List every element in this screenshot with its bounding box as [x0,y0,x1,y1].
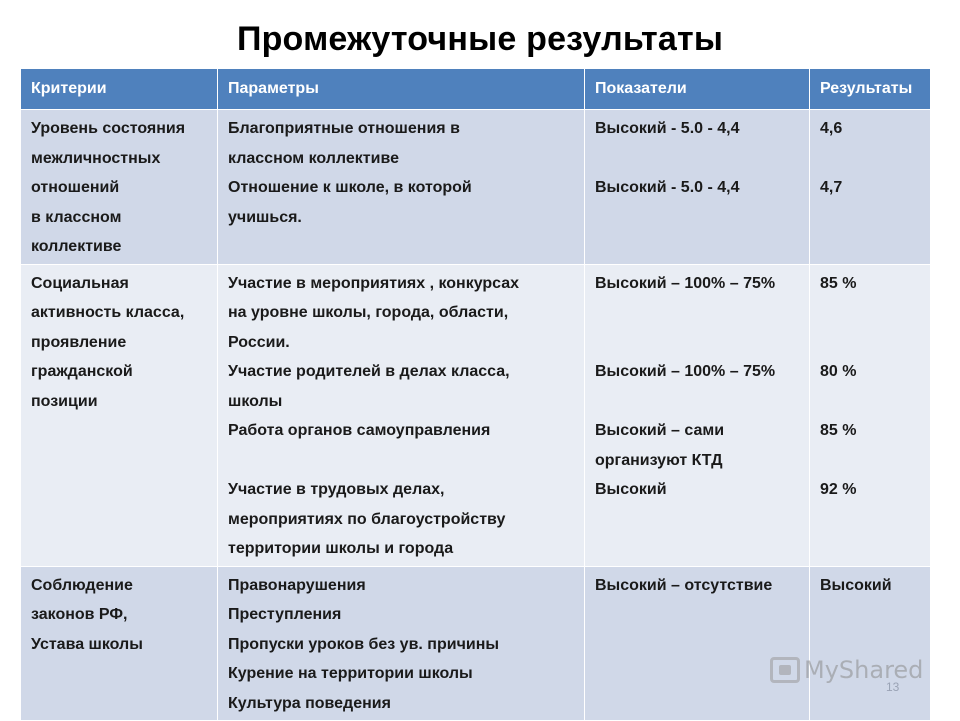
header-criteria: Критерии [21,69,218,110]
parameter-line: Преступления [228,606,342,623]
criteria-cell [21,110,218,265]
table-header-row [21,69,931,110]
indicator-line: Высокий - 5.0 - 4,4 [595,120,740,137]
parameter-line: Работа органов самоуправления [228,422,491,439]
results-cell [810,566,931,721]
parameter-line: классном коллективе [228,149,399,167]
indicator-line: Высокий [595,481,667,498]
parameters-cell [218,264,585,566]
parameter-line: Участие в трудовых делах, [228,481,445,498]
result-value: 85 % [820,274,857,292]
header-indicators: Показатели [585,69,810,110]
parameter-line: России. [228,333,290,351]
criteria-line: отношений [31,179,120,196]
result-value: 92 % [820,481,857,498]
criteria-line: коллективе [31,238,122,255]
criteria-line: Соблюдение [31,576,133,594]
parameters-cell [218,110,585,265]
indicators-cell [585,264,810,566]
results-cell [810,110,931,265]
parameter-line: Участие в мероприятиях , конкурсах [228,274,520,292]
parameter-line: Отношение к школе, в которой [228,179,472,196]
parameter-line: Культура поведения [228,694,391,712]
indicator-line: Высокий – отсутствие [595,576,773,594]
table-row [21,264,931,566]
presentation-icon [770,657,800,683]
indicators-cell [585,110,810,265]
parameter-line: на уровне школы, города, области, [228,304,509,321]
criteria-line: в классном [31,208,122,226]
slide-title: Промежуточные результаты [236,20,724,58]
result-value: Высокий [820,576,892,594]
criteria-line: позиции [31,392,98,410]
parameter-line: Участие родителей в делах класса, [228,363,510,380]
parameter-line: Курение на территории школы [228,665,473,682]
results-table [20,68,931,721]
indicator-line: Высокий - 5.0 - 4,4 [595,179,740,196]
header-parameters: Параметры [218,69,585,110]
parameter-line: Благоприятные отношения в [228,120,460,137]
indicator-line: Высокий – 100% – 75% [595,274,776,292]
criteria-line: Уровень состояния [31,120,186,137]
parameter-line: мероприятиях по благоустройству [228,510,506,528]
result-value: 4,7 [820,179,843,196]
parameter-line: учишься. [228,208,302,226]
criteria-line: межличностных [31,149,161,167]
indicator-line: организуют КТД [595,451,723,469]
result-value: 85 % [820,422,857,439]
header-results: Результаты [810,69,931,110]
watermark [770,656,923,684]
result-value: 4,6 [820,120,843,137]
criteria-cell [21,264,218,566]
criteria-line: гражданской [31,363,133,380]
table-row [21,566,931,721]
parameter-line: территории школы и города [228,540,454,557]
parameter-line: Пропуски уроков без ув. причины [228,635,500,653]
results-cell [810,264,931,566]
criteria-line: Устава школы [31,635,143,653]
criteria-line: Социальная [31,274,129,292]
criteria-cell [21,566,218,721]
criteria-line: законов РФ, [31,606,128,623]
table-row [21,110,931,265]
slide-number: 13 [886,680,900,694]
indicators-cell [585,566,810,721]
indicator-line: Высокий – 100% – 75% [595,363,776,380]
watermark-text: MyShared [804,656,924,684]
parameters-cell [218,566,585,721]
parameter-line: школы [228,392,283,410]
indicator-line: Высокий – сами [595,422,725,439]
criteria-line: проявление [31,333,127,351]
parameter-line: Правонарушения [228,576,366,594]
criteria-line: активность класса, [31,304,185,321]
result-value: 80 % [820,363,857,380]
